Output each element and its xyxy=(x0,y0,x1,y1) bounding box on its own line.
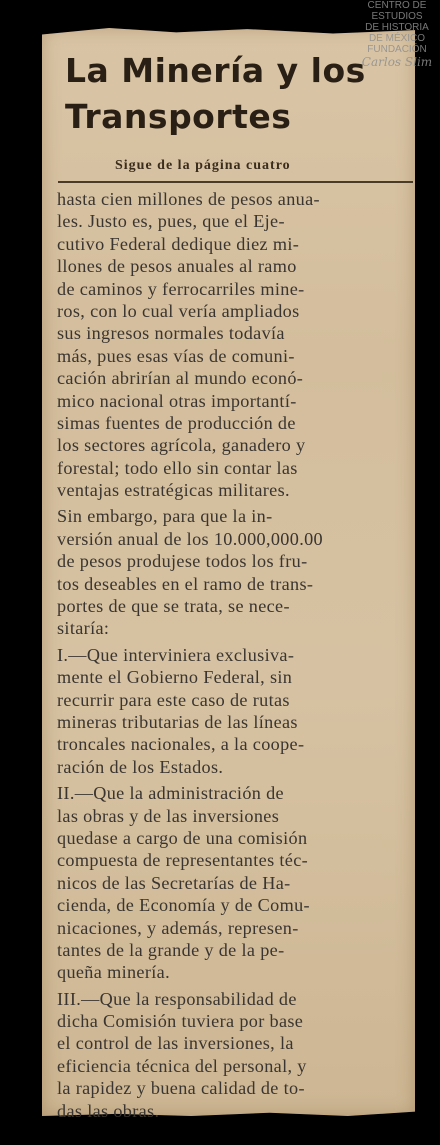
article-line: más, pues esas vías de comuni- xyxy=(57,345,295,366)
continuation-note: Sigue de la página cuatro xyxy=(115,158,291,173)
article-line: hasta cien millones de pesos anua- xyxy=(57,189,320,209)
article-line: cienda, de Economía y de Comu- xyxy=(57,895,310,916)
article-paragraph xyxy=(57,644,414,778)
article-paragraph xyxy=(57,188,414,501)
article-line: Sin embargo, para que la in- xyxy=(57,506,273,527)
article-line: les. Justo es, pues, que el Eje- xyxy=(57,211,285,232)
headline-line: Transportes xyxy=(65,97,292,136)
watermark-line: ESTUDIOS xyxy=(371,11,423,22)
article-line: quedase a cargo de una comisión xyxy=(57,827,308,848)
article-line: el control de las inversiones, la xyxy=(57,1033,294,1054)
archive-watermark xyxy=(354,0,440,112)
article-line: las obras y de las inversiones xyxy=(57,805,280,826)
article-line: mico nacional otras importantí- xyxy=(57,390,297,411)
article-line: ración de los Estados. xyxy=(57,756,224,777)
article-line: ros, con lo cual vería ampliados xyxy=(57,300,300,321)
article-line: de pesos produjese todos los fru- xyxy=(57,551,308,572)
article-line: sus ingresos normales todavía xyxy=(57,323,285,344)
article-line: III.—Que la responsabilidad de xyxy=(57,988,297,1009)
article-line: cutivo Federal dedique diez mi- xyxy=(57,233,300,254)
article-paragraph xyxy=(57,505,414,639)
watermark-line: CENTRO DE xyxy=(367,0,427,11)
article-line: nicaciones, y además, represen- xyxy=(57,917,299,938)
article-line: mente el Gobierno Federal, sin xyxy=(57,667,293,688)
article-line: nicos de las Secretarías de Ha- xyxy=(57,872,291,893)
headline-line: La Minería y los xyxy=(65,51,366,90)
article-paragraph xyxy=(57,782,414,984)
article-line: versión anual de los 10.000,000.00 xyxy=(57,528,323,549)
article-body xyxy=(57,188,414,1122)
watermark-line: DE HISTORIA xyxy=(365,22,429,33)
article-line: los sectores agrícola, ganadero y xyxy=(57,435,306,456)
watermark-signature: Carlos Slim xyxy=(361,55,433,69)
article-line: eficiencia técnica del personal, y xyxy=(57,1055,307,1076)
article-line: sitaría: xyxy=(57,618,110,639)
article-line: tantes de la grande y de la pe- xyxy=(57,939,285,960)
article-line: cación abrirían al mundo econó- xyxy=(57,368,304,389)
article-line: simas fuentes de producción de xyxy=(57,412,296,433)
article-line: mineras tributarias de las líneas xyxy=(57,711,298,732)
article-line: ventajas estratégicas militares. xyxy=(57,480,290,501)
article-line: la rapidez y buena calidad de to- xyxy=(57,1078,305,1099)
article-line: troncales nacionales, a la coope- xyxy=(57,734,305,755)
watermark-line: FUNDACIÓN xyxy=(367,44,427,55)
article-line: queña minería. xyxy=(57,962,170,983)
article-line: II.—Que la administración de xyxy=(57,783,284,804)
article-line: dicha Comisión tuviera por base xyxy=(57,1011,304,1032)
article-line: portes de que se trata, se nece- xyxy=(57,596,290,617)
article-line: recurrir para este caso de rutas xyxy=(57,689,290,710)
article-line: de caminos y ferrocarriles mine- xyxy=(57,278,305,299)
article-line: tos deseables en el ramo de trans- xyxy=(57,573,314,594)
article-line: das las obras. xyxy=(57,1100,160,1121)
article-line: forestal; todo ello sin contar las xyxy=(57,457,298,478)
article-paragraph xyxy=(57,988,414,1122)
divider-rule xyxy=(58,181,413,183)
article-line: compuesta de representantes téc- xyxy=(57,850,309,871)
article-line: I.—Que interviniera exclusiva- xyxy=(57,644,295,665)
article-line: llones de pesos anuales al ramo xyxy=(57,256,297,277)
watermark-line: DE MÉXICO xyxy=(368,33,426,44)
